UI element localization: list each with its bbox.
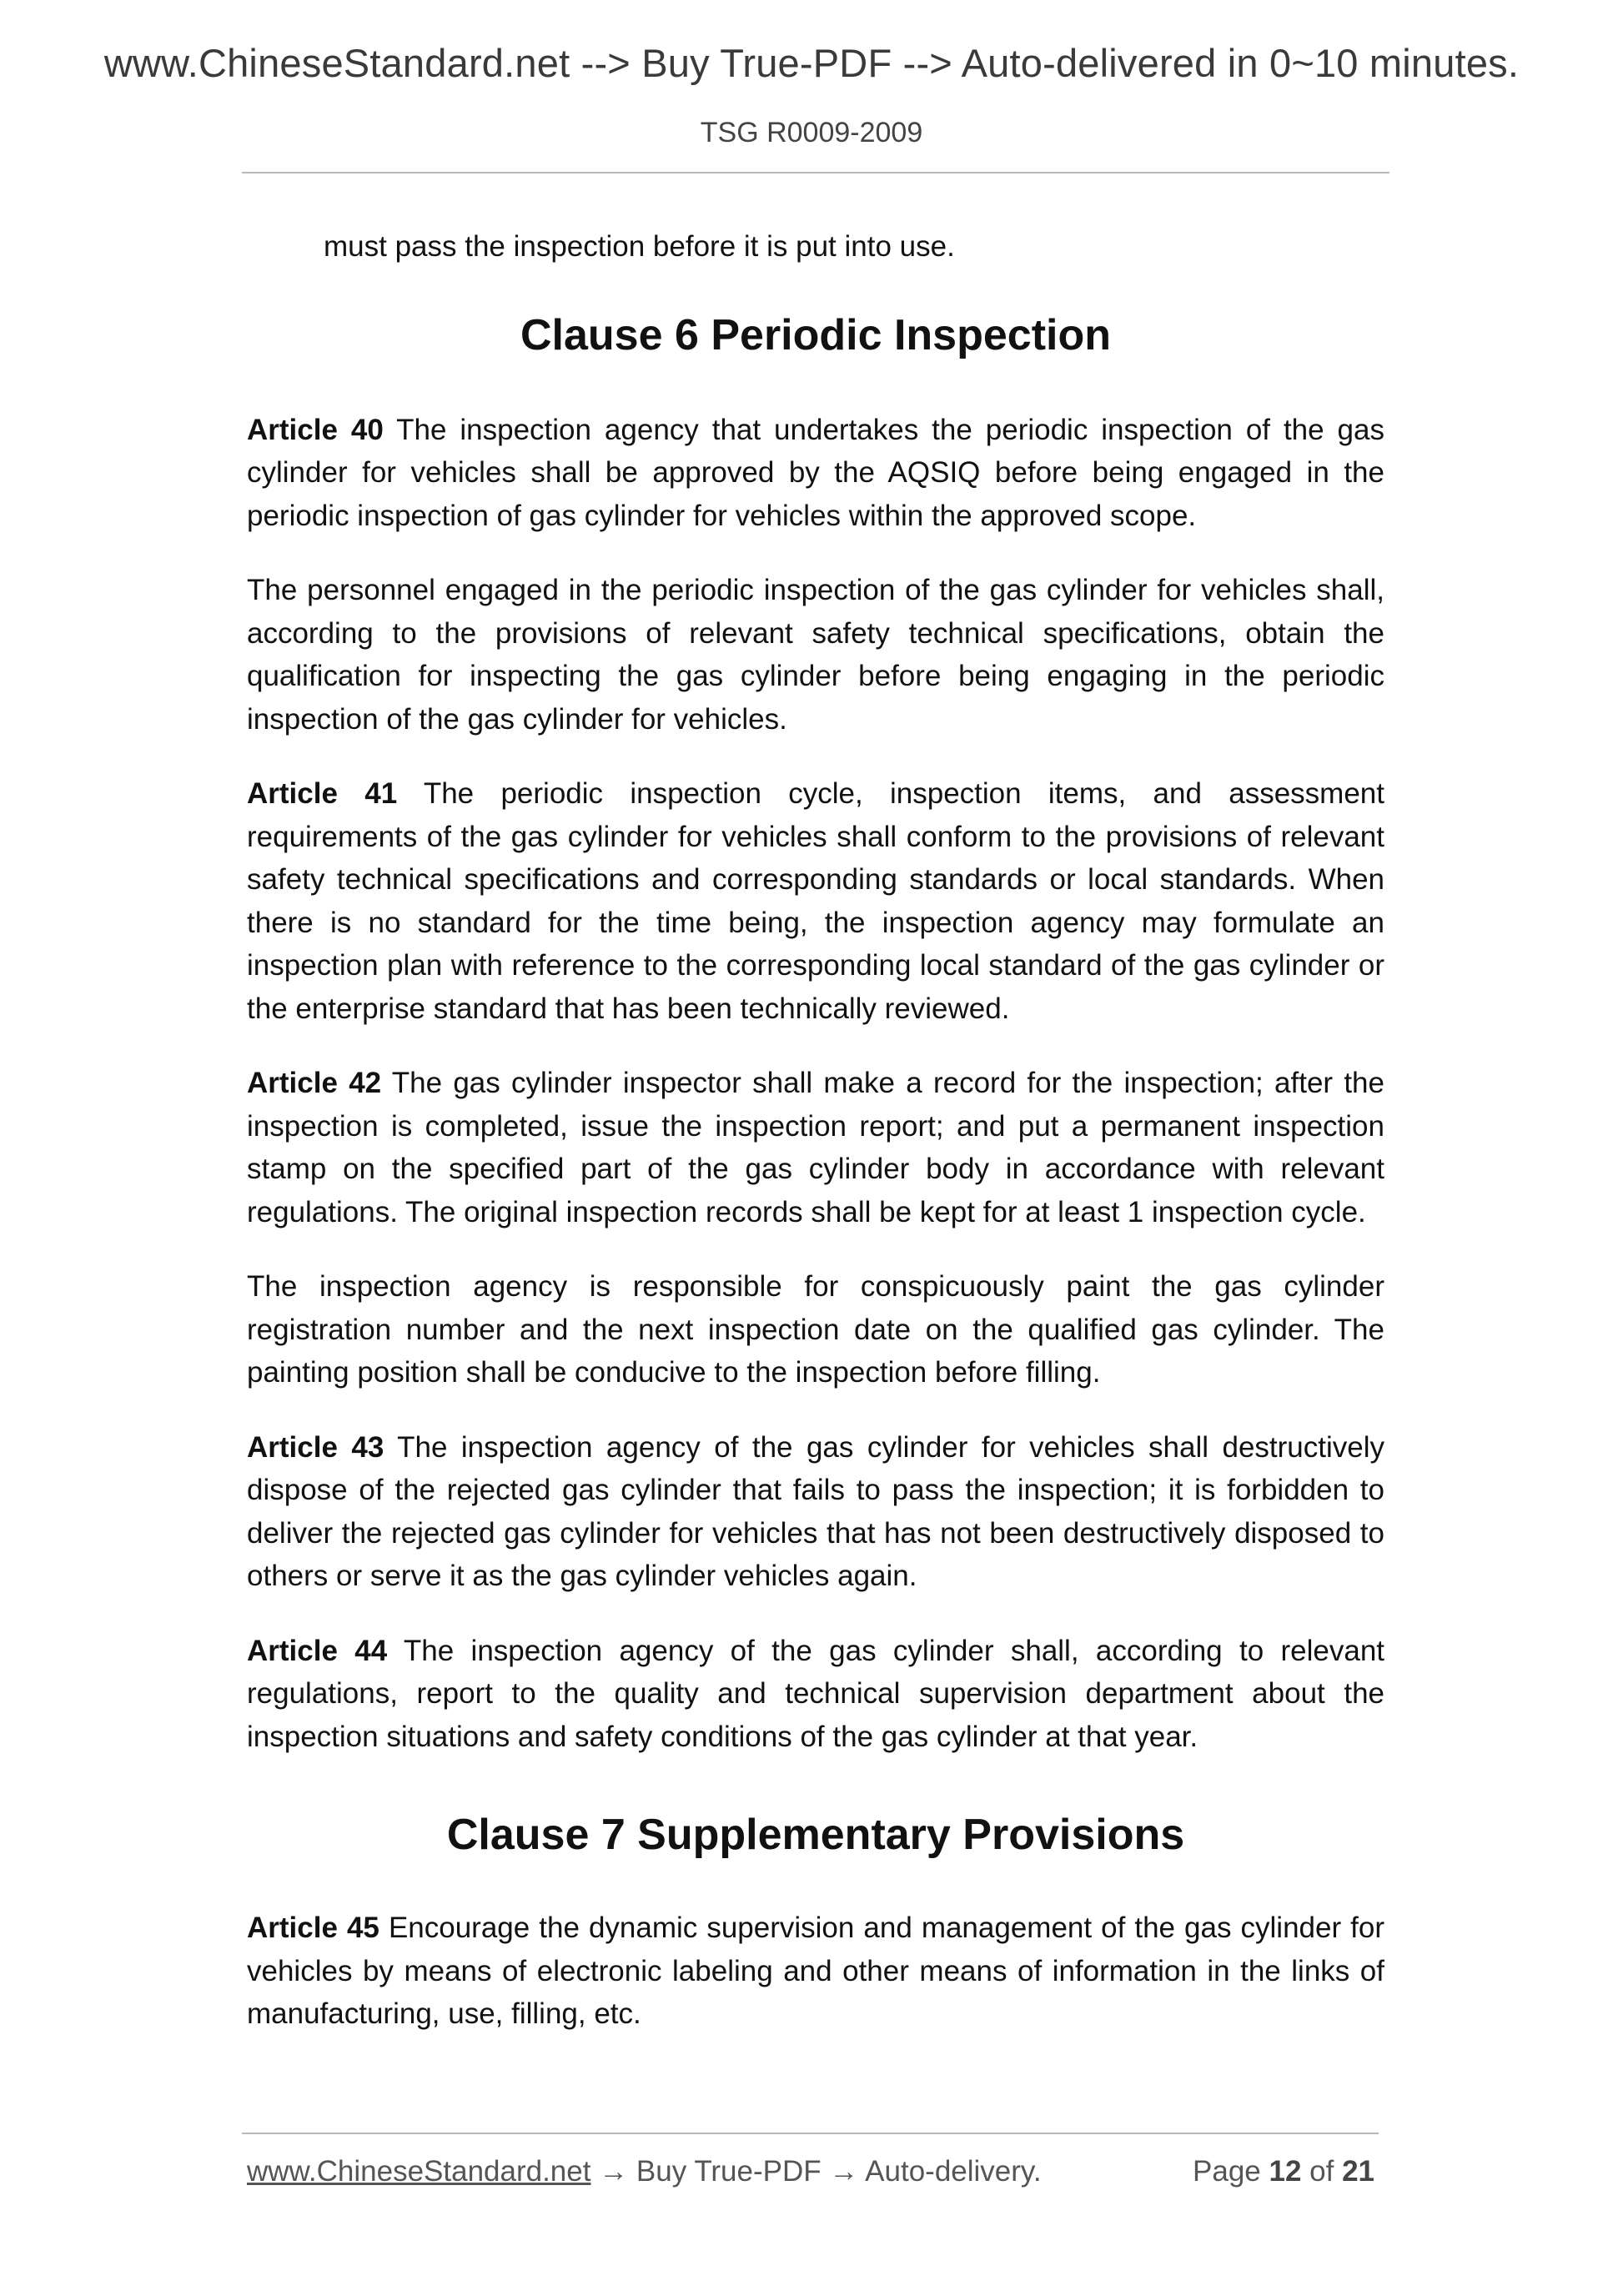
article-45	[247, 1907, 1384, 2036]
article-41-text: The periodic inspection cycle, inspection items, and assessment requirements of the gas cylinder for vehicles shall conform to the provisions of relevant safety technical specifications and corresponding standards or local standards. When there is no standard for the time being, the inspection agency may formulate an inspection plan with reference to the corresponding local standard of the gas cylinder or the enterprise standard that has been technically reviewed.	[247, 777, 1384, 1025]
continued-paragraph: must pass the inspection before it is put into use.	[324, 230, 955, 263]
footer-site-link[interactable]: www.ChineseStandard.net	[247, 2155, 591, 2188]
clause-6-heading: Clause 6 Periodic Inspection	[520, 310, 1111, 359]
article-43-text: The inspection agency of the gas cylinder for vehicles shall destructively dispose of the rejected gas cylinder that fails to pass the inspection; it is forbidden to deliver the rejected gas cylinder for vehicles that has not been destructively disposed to others or serve it as the gas cylinder vehicles again.	[247, 1430, 1384, 1592]
document-code: TSG R0009-2009	[700, 117, 923, 148]
article-42	[247, 1062, 1384, 1233]
article-42-label: Article 42	[247, 1067, 382, 1099]
footer-promo	[247, 2155, 1042, 2188]
article-41-label: Article 41	[247, 777, 398, 810]
of-label: of	[1301, 2155, 1343, 2188]
article-43-label: Article 43	[247, 1430, 384, 1464]
article-40	[247, 409, 1384, 538]
article-40-paragraph-2: The personnel engaged in the periodic inspection of the gas cylinder for vehicles shall, according to the provisions of relevant safety technical specifications, obtain the qualification for inspecting the gas cylinder before being engaging in the periodic inspection of the gas cylinder for vehicles.	[247, 574, 1384, 736]
article-42-text: The gas cylinder inspector shall make a record for the inspection; after the inspection is completed, issue the inspection report; and put a permanent inspection stamp on the specified part of the gas cylinder body in accordance with relevant regulations. The original inspection records shall be kept for at least 1 inspection cycle.	[247, 1067, 1384, 1228]
article-40-label: Article 40	[247, 413, 384, 446]
article-40-text: The inspection agency that undertakes the periodic inspection of the gas cylinder for vehicles shall be approved by the AQSIQ before being engaged in the periodic inspection of gas cylinder for vehicles within the approved scope.	[247, 413, 1384, 532]
clause-7-heading: Clause 7 Supplementary Provisions	[446, 1811, 1185, 1859]
page-footer	[247, 2155, 1374, 2197]
article-44-label: Article 44	[247, 1634, 388, 1667]
page-number	[1193, 2155, 1374, 2188]
article-44	[247, 1630, 1384, 1759]
article-45-label: Article 45	[247, 1912, 379, 1944]
header-divider	[242, 172, 1389, 173]
article-42-paragraph-2: The inspection agency is responsible for conspicuously paint the gas cylinder registration number and the next inspection date on the qualified gas cylinder. The painting position shall be conducive to the inspection before filling.	[247, 1270, 1384, 1389]
article-41	[247, 772, 1384, 1030]
article-43	[247, 1426, 1384, 1598]
article-45-text: Encourage the dynamic supervision and management of the gas cylinder for vehicles by means of electronic labeling and other means of information in the links of manufacturing, use, filling, etc.	[247, 1912, 1384, 2030]
total-pages: 21	[1342, 2155, 1374, 2188]
footer-divider	[242, 2133, 1379, 2134]
current-page: 12	[1269, 2155, 1302, 2188]
page-label: Page	[1193, 2155, 1269, 2188]
footer-tagline: → Buy True-PDF → Auto-delivery.	[590, 2155, 1042, 2188]
page-content	[247, 225, 1384, 2036]
article-44-text: The inspection agency of the gas cylinder shall, according to relevant regulations, report to the quality and technical supervision department about the inspection situations and safety conditions of the gas cylinder at that year.	[247, 1634, 1385, 1753]
site-banner: www.ChineseStandard.net --> Buy True-PDF --> Auto-delivered in 0~10 minutes.	[103, 41, 1520, 85]
